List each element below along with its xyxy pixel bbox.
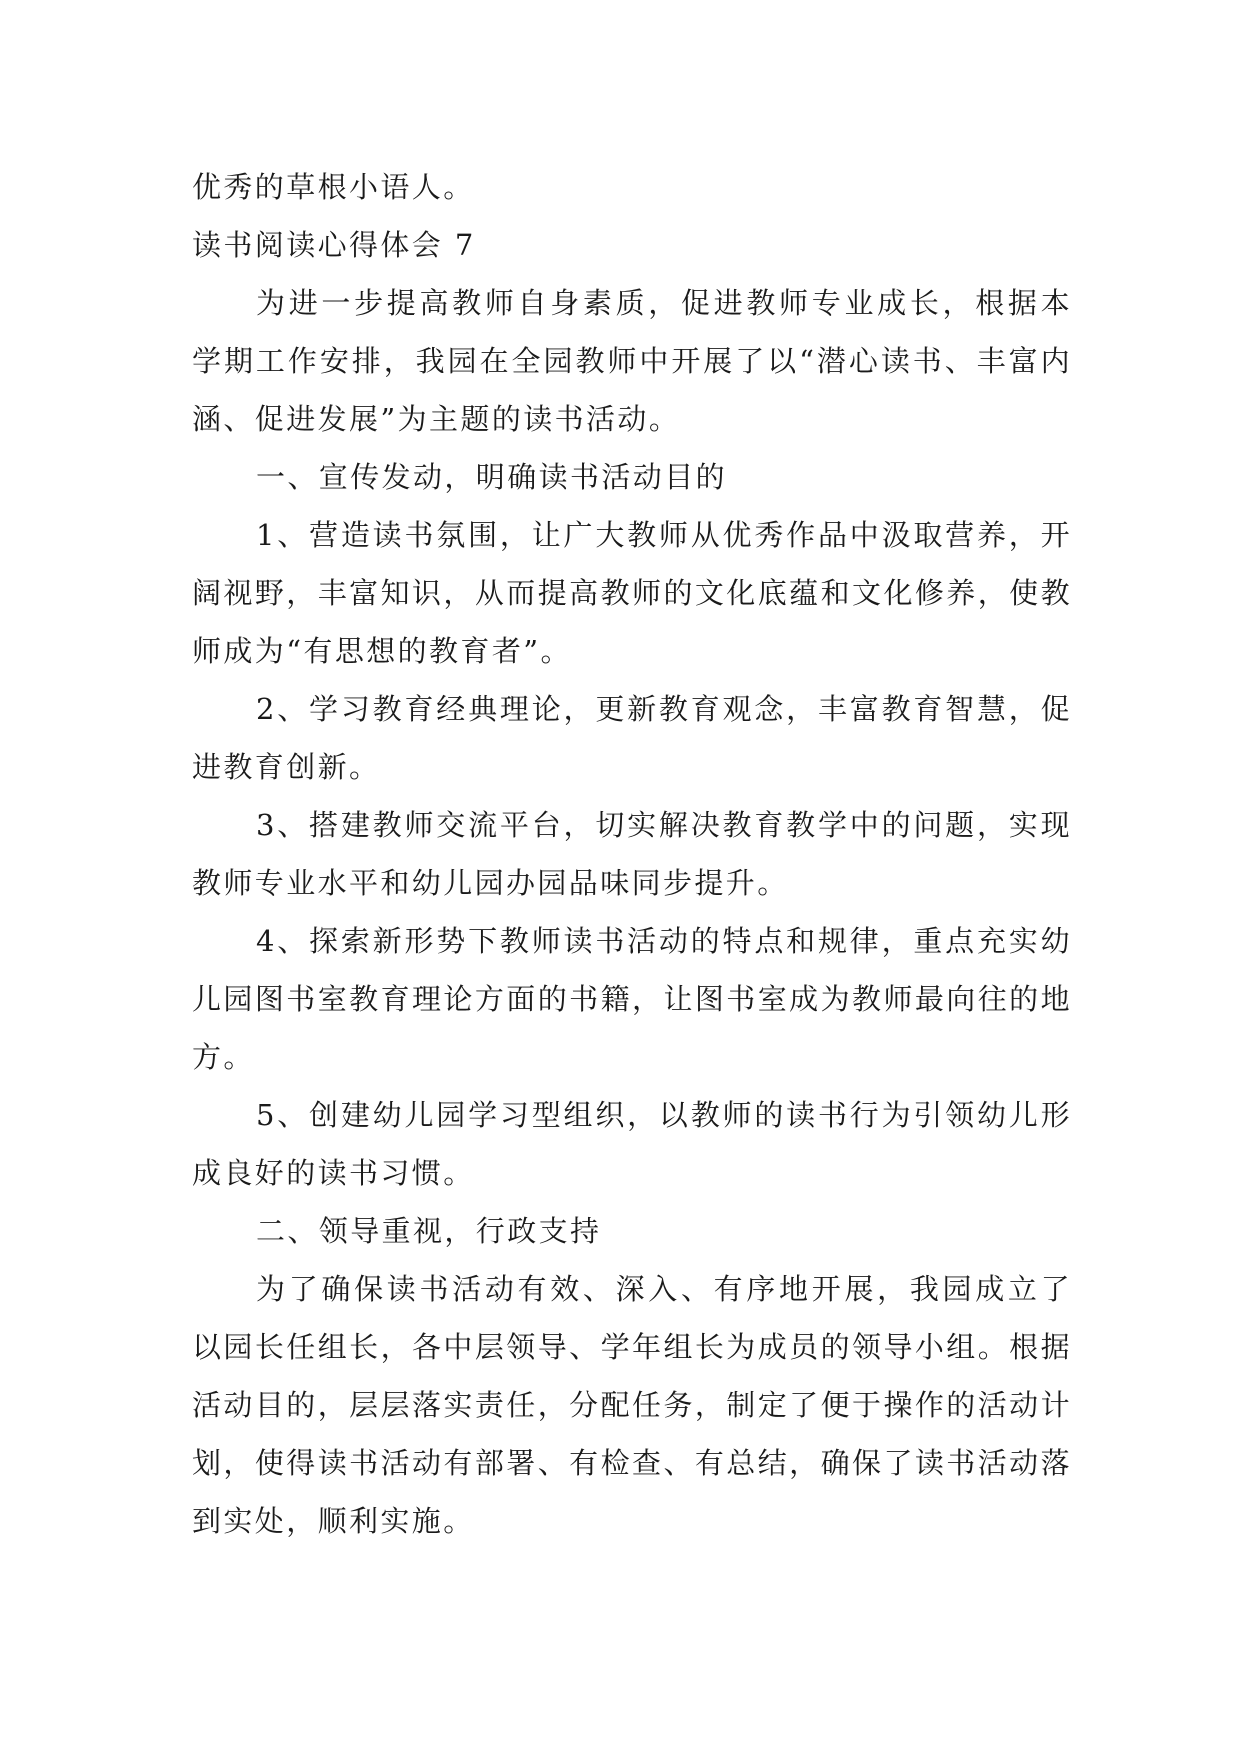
document-body [192, 158, 1072, 1550]
lead-line: 优秀的草根小语人。 [192, 170, 475, 204]
paragraph-leadership: 为了确保读书活动有效、深入、有序地开展，我园成立了以园长任组长，各中层领导、学年组长为成员的领导小组。根据活动目的，层层落实责任，分配任务，制定了便于操作的活动计划，使得读书活动有部署、有检查、有总结，确保了读书活动落到实处，顺利实施。 [192, 1272, 1072, 1538]
heading-leadership: 二、领导重视，行政支持 [256, 1214, 602, 1248]
paragraph-item-1: 1、营造读书氛围，让广大教师从优秀作品中汲取营养，开阔视野，丰富知识，从而提高教师的文化底蕴和文化修养，使教师成为“有思想的教育者”。 [192, 518, 1072, 668]
section-title: 读书阅读心得体会 7 [192, 228, 476, 262]
paragraph-item-3: 3、搭建教师交流平台，切实解决教育教学中的问题，实现教师专业水平和幼儿园办园品味同步提升。 [192, 808, 1072, 900]
paragraph-intro: 为进一步提高教师自身素质，促进教师专业成长，根据本学期工作安排，我园在全园教师中开展了以“潜心读书、丰富内涵、促进发展”为主题的读书活动。 [192, 286, 1072, 436]
paragraph-item-5: 5、创建幼儿园学习型组织，以教师的读书行为引领幼儿形成良好的读书习惯。 [192, 1098, 1072, 1190]
paragraph-item-4: 4、探索新形势下教师读书活动的特点和规律，重点充实幼儿园图书室教育理论方面的书籍，让图书室成为教师最向往的地方。 [192, 924, 1072, 1074]
paragraph-item-2: 2、学习教育经典理论，更新教育观念，丰富教育智慧，促进教育创新。 [192, 692, 1072, 784]
heading-publicity: 一、宣传发动，明确读书活动目的 [256, 460, 728, 494]
